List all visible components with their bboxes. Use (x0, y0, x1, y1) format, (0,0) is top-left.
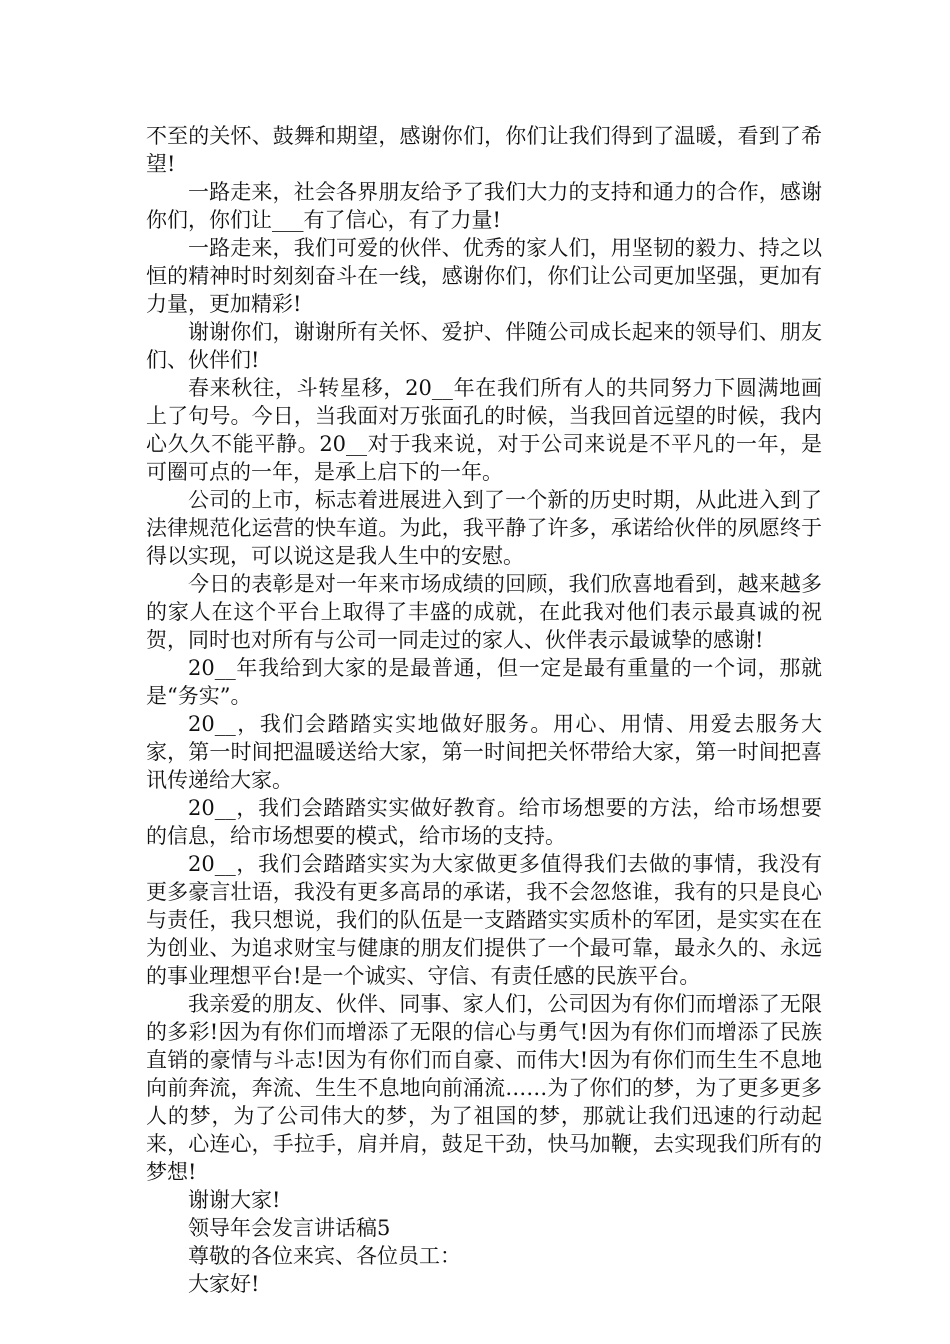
greeting: 大家好! (188, 1272, 260, 1296)
paragraph: 20__，我们会踏踏实实地做好服务。用心、用情、用爱去服务大家，第一时间把温暖送给大家，第一时间把关怀带给大家，第一时间把喜讯传递给大家。 (146, 712, 822, 792)
closing-line: 谢谢大家! (188, 1188, 281, 1212)
paragraph: 一路走来，社会各界朋友给予了我们大力的支持和通力的合作，感谢你们，你们让___有了信心，有了力量! (146, 180, 822, 232)
paragraph: 20__，我们会踏踏实实为大家做更多值得我们去做的事情，我没有更多豪言壮语，我没有更多高昂的承诺，我不会忽悠谁，我有的只是良心与责任，我只想说，我们的队伍是一支踏踏实实质朴的军团，是实实在在为创业、为追求财宝与健康的朋友们提供了一个最可靠，最永久的、永远的事业理想平台!是一个诚实、守信、有责任感的民族平台。 (146, 852, 822, 988)
paragraph: 20__，我们会踏踏实实做好教育。给市场想要的方法，给市场想要的信息，给市场想要的模式，给市场的支持。 (146, 796, 822, 848)
paragraph: 一路走来，我们可爱的伙伴、优秀的家人们，用坚韧的毅力、持之以恒的精神时时刻刻奋斗在一线，感谢你们，你们让公司更加坚强，更加有力量，更加精彩! (146, 236, 822, 316)
paragraph: 我亲爱的朋友、伙伴、同事、家人们，公司因为有你们而增添了无限的多彩!因为有你们而增添了无限的信心与勇气!因为有你们而增添了民族直销的豪情与斗志!因为有你们而自豪、而伟大!因为有你们而生生不息地向前奔流，奔流、生生不息地向前涌流……为了你们的梦，为了更多更多人的梦，为了公司伟大的梦，为了祖国的梦，那就让我们迅速的行动起来，心连心，手拉手，肩并肩，鼓足干劲，快马加鞭，去实现我们所有的梦想! (146, 992, 822, 1184)
paragraph: 20__年我给到大家的是最普通，但一定是最有重量的一个词，那就是“务实”。 (146, 656, 822, 708)
paragraph: 谢谢你们，谢谢所有关怀、爱护、伴随公司成长起来的领导们、朋友们、伙伴们! (146, 320, 822, 372)
salutation: 尊敬的各位来宾、各位员工： (188, 1244, 461, 1268)
document-body (146, 122, 822, 1298)
paragraph: 春来秋往，斗转星移，20__年在我们所有人的共同努力下圆满地画上了句号。今日，当我面对万张面孔的时候，当我回首远望的时候，我内心久久不能平静。20__对于我来说，对于公司来说是不平凡的一年，是可圈可点的一年，是承上启下的一年。 (146, 376, 822, 484)
paragraph: 不至的关怀、鼓舞和期望，感谢你们，你们让我们得到了温暖，看到了希望! (146, 124, 822, 176)
paragraph: 公司的上市，标志着进展进入到了一个新的历史时期，从此进入到了法律规范化运营的快车道。为此，我平静了许多，承诺给伙伴的夙愿终于得以实现，可以说这是我人生中的安慰。 (146, 488, 822, 568)
paragraph: 今日的表彰是对一年来市场成绩的回顾，我们欣喜地看到，越来越多的家人在这个平台上取得了丰盛的成就，在此我对他们表示最真诚的祝贺，同时也对所有与公司一同走过的家人、伙伴表示最诚挚的感谢! (146, 572, 822, 652)
section-heading: 领导年会发言讲话稿5 (188, 1216, 391, 1240)
